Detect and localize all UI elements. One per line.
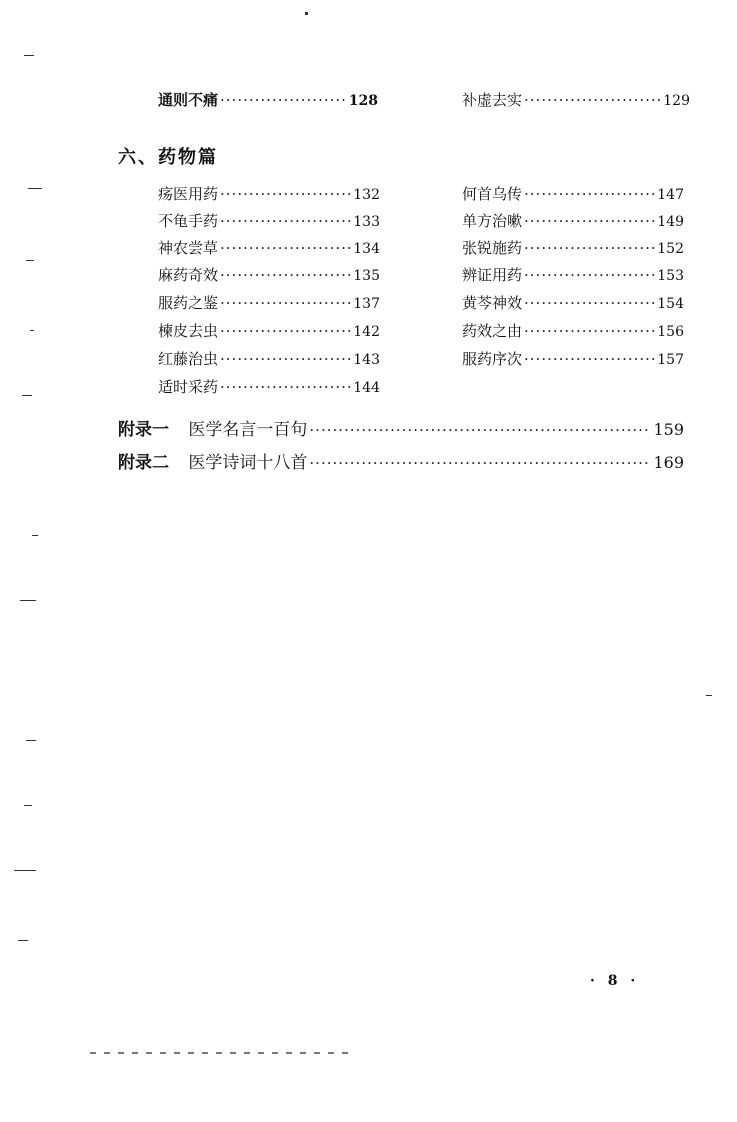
dot-leader (524, 211, 655, 231)
toc-entry-page: 153 (657, 268, 684, 284)
appendix-lead: 附录二 (118, 453, 169, 473)
toc-entry-title: 补虚去实 (462, 91, 523, 109)
dot-leader (220, 238, 351, 258)
page-number: · 8 · (590, 973, 640, 989)
dot-leader (524, 321, 655, 341)
scan-mark (20, 600, 36, 601)
dot-leader (220, 265, 351, 285)
appendix-lead: 附录一 (118, 420, 169, 440)
toc-entry (158, 238, 380, 259)
appendix-entry (118, 453, 684, 473)
toc-entry (158, 90, 378, 111)
scan-mark (24, 55, 34, 56)
toc-entry (158, 211, 380, 232)
toc-entry-title: 通则不痛 (158, 91, 219, 109)
dot-leader (524, 238, 655, 258)
scan-mark (90, 1052, 350, 1054)
dot-leader (220, 377, 351, 397)
dot-leader (524, 90, 661, 110)
toc-entry-page: 157 (657, 352, 684, 368)
toc-entry-title: 服药序次 (462, 350, 523, 368)
toc-entry-title: 辨证用药 (462, 266, 523, 284)
scan-mark (18, 940, 28, 941)
toc-entry-page: 132 (353, 187, 380, 203)
scan-mark (28, 188, 42, 189)
toc-entry (158, 184, 380, 205)
scan-mark (305, 12, 308, 15)
scan-mark (26, 260, 34, 261)
scan-mark (706, 695, 712, 696)
toc-entry-page: 134 (353, 241, 380, 257)
toc-entry-title: 适时采药 (158, 378, 219, 396)
toc-entry-title: 神农尝草 (158, 239, 219, 257)
dot-leader (309, 420, 651, 440)
toc-entry-page: 143 (353, 352, 380, 368)
toc-entry (158, 293, 380, 314)
toc-entry-page: 142 (353, 324, 380, 340)
appendix-title-group (118, 453, 307, 473)
dot-leader (220, 293, 351, 313)
dot-leader (220, 184, 351, 204)
toc-entry-title: 何首乌传 (462, 185, 523, 203)
toc-entry (462, 211, 684, 232)
dot-leader (220, 349, 351, 369)
dot-leader (524, 293, 655, 313)
scan-mark (24, 805, 32, 806)
toc-entry (462, 293, 684, 314)
toc-entry-page: 147 (657, 187, 684, 203)
toc-entry-title: 服药之鉴 (158, 294, 219, 312)
scan-mark (30, 330, 34, 331)
toc-entry-page: 152 (657, 241, 684, 257)
toc-entry (158, 349, 380, 370)
toc-entry-page: 149 (657, 214, 684, 230)
toc-entry-title: 红藤治虫 (158, 350, 219, 368)
scan-mark (14, 870, 36, 871)
toc-entry (158, 265, 380, 286)
appendix-title-group (118, 420, 307, 440)
dot-leader (524, 349, 655, 369)
appendix-entry (118, 420, 684, 440)
toc-entry (462, 321, 684, 342)
dot-leader (309, 453, 651, 473)
appendix-title: 医学名言一百句 (188, 420, 308, 440)
toc-entry-title: 楝皮去虫 (158, 322, 219, 340)
scan-mark (26, 740, 36, 741)
toc-entry-page: 135 (353, 268, 380, 284)
toc-entry-title: 单方治嗽 (462, 212, 523, 230)
toc-entry (462, 90, 690, 111)
appendix-page: 169 (653, 453, 684, 472)
toc-entry (158, 321, 380, 342)
appendix-page: 159 (653, 420, 684, 439)
toc-entry-title: 疡医用药 (158, 185, 219, 203)
toc-entry (462, 349, 684, 370)
toc-entry-page: 129 (663, 93, 690, 109)
appendix-title: 医学诗词十八首 (188, 453, 308, 473)
toc-entry-title: 黄芩神效 (462, 294, 523, 312)
toc-entry-title: 药效之由 (462, 322, 523, 340)
toc-entry-title: 张锐施药 (462, 239, 523, 257)
dot-leader (220, 90, 347, 110)
scan-mark (22, 395, 32, 396)
dot-leader (220, 321, 351, 341)
toc-entry (462, 238, 684, 259)
section-heading: 六、药物篇 (118, 147, 218, 168)
toc-entry-title: 麻药奇效 (158, 266, 219, 284)
dot-leader (524, 265, 655, 285)
scan-mark (32, 535, 38, 536)
toc-entry (462, 184, 684, 205)
dot-leader (220, 211, 351, 231)
toc-entry-page: 154 (657, 296, 684, 312)
toc-entry-title: 不龟手药 (158, 212, 219, 230)
toc-entry-page: 156 (657, 324, 684, 340)
dot-leader (524, 184, 655, 204)
toc-entry-page: 133 (353, 214, 380, 230)
toc-entry-page: 128 (348, 93, 378, 109)
toc-entry (462, 265, 684, 286)
toc-entry-page: 144 (353, 380, 380, 396)
toc-entry (158, 377, 380, 398)
toc-entry-page: 137 (353, 296, 380, 312)
